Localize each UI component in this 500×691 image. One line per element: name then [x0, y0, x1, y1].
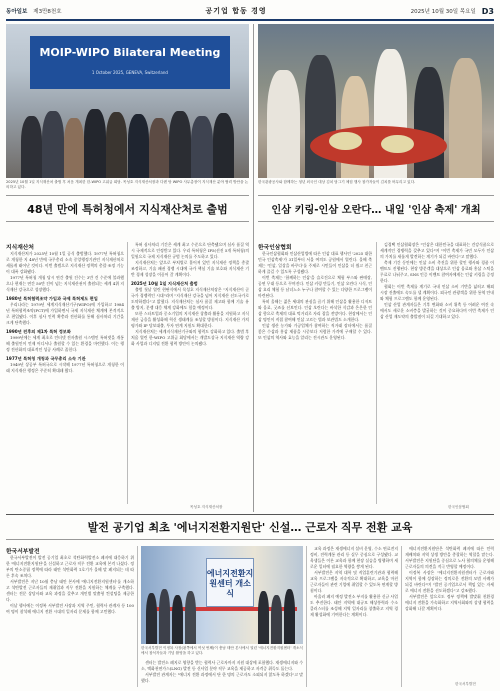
paragraph: 서부발전은 지난 10월 충남 태안 본사에 '에너지전환지원센터'를 개소하고 석탄발전 근로자들의 재취업과 직무 전환을 지원하는 체계를 구축했다. 센터는 전문 상담사와 교육 과정을 갖추고 개인별 맞춤형 컨설팅을 제공한다. [6, 579, 134, 602]
banner-title: MOIP-WIPO Bilateral Meeting [39, 45, 221, 59]
article1-byline: 지식재산처 [6, 245, 34, 251]
column-divider [127, 242, 128, 504]
paragraph: 이번 축제는 '함께하는 인삼'을 슬로건으로 체험 부스와 판매장, 공연 무대 등으로 꾸며진다. 인삼 키링 만들기, 인삼 오란다 시식, 인삼 요리 체험 등 남녀노소 누구나 참여할 수 있는 다양한 프로그램이 마련된다. [258, 275, 372, 298]
meeting-banner [30, 36, 229, 88]
paper-name: 동아일보 [6, 9, 28, 15]
column-divider [306, 546, 307, 687]
article2-column-1 [258, 251, 372, 504]
article2-caption: 한국관광공사와 함께하는 청년 외국인 대상 김치 담그기 체험 행사 참가자들이 김치를 버무리고 있다. [258, 180, 416, 184]
subheading: 1977년 특허청 개청과 국무총리 소속 기관 [6, 356, 86, 361]
banner-subtitle: 1 October 2025, GENEVA, Switzerland [91, 69, 168, 75]
article3-column-3 [310, 546, 398, 687]
paragraph: 서부발전은 지역 대학 및 직업훈련기관과 협력해 교육 프로그램을 지속적으로 확대하고, 교육을 마친 근로자들이 관련 기업에 취업할 수 있도록 연계할 방침이다. [310, 570, 398, 593]
paragraph: 지식재산처는 앞으로 부처별로 흩어져 있던 지식재산 정책을 총괄 조정하고, 기술 패권 경쟁 시대에 국가 핵심 기술 보호와 지식재산 기반 경제 성장을 이끌어 갈 계획이다. [131, 260, 249, 277]
delegates-group [6, 92, 249, 178]
paragraph: 지식재산처는 세계지식재산기구와의 협력도 강화하고 있다. 출범 후 처음 열린 한-WIPO 고위급 회담에서는 개발도상국 지식재산 역량 강화 사업과 디지털 전환 협력 방안이 논의됐다. [131, 329, 249, 346]
paragraph: 우리나라는 1979년 세계지식재산기구(WIPO)에 가입하고 1984년 특허협력조약(PCT)에 가입하면서 국제 지식재산 체계에 본격적으로 편입됐다. 이후 심사 인력 확충과 전산화를 통해 심사처리 기간을 크게 단축했다. [6, 302, 124, 325]
page-number: D3 [481, 6, 494, 16]
article3-column-2 [141, 660, 303, 688]
article2-headline-rule [258, 221, 494, 222]
article2-headline: 인삼 키링-인삼 오란다… 내일 '인삼 축제' 개최 [271, 205, 481, 216]
masthead [6, 4, 494, 18]
article3-byline: 한국서부발전 [6, 549, 40, 555]
section-title: 공기업 합동 경영 [205, 7, 267, 15]
paragraph: 축제 기간 동안에는 인삼 소비 촉진을 위한 할인 행사와 경품 이벤트도 진행된다. 현장 방문객을 대상으로 인삼 음료와 홍삼 스틱을 무료로 나눠주고, SNS 인증 이벤트 참여자에게는 인삼 키링을 증정한다. [380, 260, 494, 283]
issue-date: 2025년 10월 30일 목요일 [410, 9, 476, 15]
article1-top-rule [6, 195, 249, 196]
paragraph: 지식재산처가 2025년 10월 1일 공식 출범했다. 1977년 특허청으로 개청한 지 48년 만에 국무총리 소속 중앙행정기관인 지식재산처로 새롭게 태어난 것이다. 이번 출범으로 지식재산 정책의 총괄·조정 기능이 대폭 강화됐다. [6, 251, 124, 274]
paragraph: 출범 첫날 열린 현판식에서 목성호 지식재산처장은 "지식재산이 곧 국가 경쟁력인 시대"라며 "지식재산 강국을 넘어 지식재산 선도국가로 도약하겠다"고 밝혔다. 지식재산처는 심사 품질 제고와 함께 기술 유출 방지, 분쟁 대응 체계 강화에도 힘쓸 예정이다. [131, 287, 249, 310]
article2-photo [258, 24, 494, 178]
paragraph: 센터는 발전소 폐지로 영향을 받는 협력사 근로자까지 지원 대상에 포함했다. 재생에너지와 수소, 액화천연가스(LNG) 발전 등 신사업 분야 직무 교육을 제공하고 자격증 취득도 돕는다. [141, 660, 303, 671]
column-divider [137, 546, 138, 687]
subheading: 1990년 전후의 제1차 특허 정보화 [6, 329, 71, 334]
masthead-rule [6, 19, 494, 21]
paragraph: 인삼 산업 관계자들은 기후 변화와 소비 위축 등 어려운 여건 속에서도 새로운 소비층을 발굴하는 것이 중요하다며 이번 축제가 인삼 산업 재도약의 출발점이 되길 기대하고 있다. [380, 302, 494, 319]
paragraph: 인삼 생산 농가와 가공업체가 참여하는 직거래 장터에서는 품질 좋은 수삼과 홍삼 제품을 시중보다 저렴한 가격에 구매할 수 있다. 또 인삼의 역사와 효능을 알리는 전시관도 운영된다. [258, 323, 372, 340]
cabbage [381, 135, 414, 153]
article2-top-rule [258, 195, 494, 196]
article3-column-4 [405, 546, 494, 680]
paragraph: 교육 과정은 재생에너지 설비 운영, 수소 연료전지 정비, 전력계통 관리 등 실무 중심으로 구성됐다. 교육생들은 이론 교육과 함께 현장 실습을 병행하며 새로운 일터에 필요한 역량을 쌓게 된다. [310, 546, 398, 569]
paragraph: 특히 올해는 젊은 세대의 관심을 끌기 위해 인삼을 활용한 디저트와 음료, 굿즈를 선보인다. 인삼 오란다는 바삭한 식감과 은은한 인삼 향으로 축제의 대표 먹거리로 자리 잡을 전망이다. 현장에서는 인삼 명인이 직접 참여해 인삼 고르는 법과 보관법도 소개한다. [258, 299, 372, 322]
article2-byline: 한국인삼협회 [258, 245, 292, 251]
center-signboard [206, 558, 255, 607]
paragraph: 한국서부발전이 발전 공기업 최초로 석탄화력발전소 폐지에 대응하기 위한 '에너지전환지원단'을 신설하고 근로자 직무 전환 교육에 본격 나섰다. 정부의 탄소중립 정책에 따라 태안 석탄화력 1호기가 올해 말 폐지되는 데 따른 후속 조치다. [6, 555, 134, 578]
paragraph: 김경택 인삼협회장은 "인삼은 대한민국을 대표하는 건강식품으로 세계적인 경쟁력을 갖추고 있다"며 "이번 축제가 국민 모두가 인삼의 가치를 새롭게 발견하는 계기가 되길 바란다"고 말했다. [380, 242, 494, 259]
article3-headline-rule [6, 539, 494, 540]
article3-column-1 [6, 555, 134, 687]
column-divider [376, 242, 377, 504]
signboard-text: 에너지전환지원센터 개소식 [206, 569, 254, 599]
subheading: 2025년 10월 1일 지식재산처 출범 [131, 281, 198, 286]
article3-headline: 발전 공기업 최초 '에너지전환지원단' 신설… 근로자 직무 전환 교육 [87, 521, 413, 534]
paragraph: 또한 스타트업과 중소기업의 지식재산 창출과 활용을 지원하고 지식재산 금융을 활성화해 혁신 생태계를 조성할 방침이다. 지식재산 가치평가와 IP 담보대출, 투자 연계 지원도 확대한다. [131, 311, 249, 328]
issue-number: 제3만8천호 [33, 9, 62, 15]
cabbage [329, 132, 362, 150]
article2-signoff: 한국인삼협회 [448, 505, 469, 509]
article1-signoff: 목성호 지식재산처장 [190, 505, 223, 509]
subheading: 1980년 특허협력조약 가입과 국제 특허제도 편입 [6, 296, 98, 301]
paragraph: 1977년 특허청 개청 당시 연간 출원 건수는 3만 건 수준에 불과했으나 현재는 연간 50만 건이 넘는 지식재산권이 출원되는 세계 4위 지식재산 강국으로 성장했다. [6, 275, 124, 292]
paragraph: 1999년에는 세계 최초로 인터넷 전자출원 시스템인 특허넷을 개통해 출원인이 언제 어디서나 출원할 수 있는 환경을 마련했다. 이는 행정 전산화의 대표적인 성공 사례로 꼽힌다. [6, 335, 124, 352]
article1-column-2 [131, 242, 249, 502]
article3-top-rule [6, 514, 494, 515]
article1-column-1 [6, 251, 124, 504]
article2-column-2 [380, 242, 494, 502]
paragraph: 협회는 이번 축제를 계기로 국내 인삼 소비 기반을 넓히고 해외 시장 진출에도 속도를 낼 계획이다. 외국인 관광객을 위한 통역 안내와 체험 프로그램도 함께 운영된다. [380, 284, 494, 301]
article3-photo [141, 546, 303, 644]
paragraph: 서부발전 관계자는 "에너지 전환 과정에서 단 한 명의 근로자도 소외되지 않도록 하겠다"고 말했다. [141, 672, 303, 683]
paragraph: 한국인삼협회와 인삼산업법에 따른 인삼 대표 행사인 '2025 대한민국 인삼축제'가 31일부터 서울 여의도 공원에서 열린다. 올해 축제는 '인삼, 일상을 바꾸다'를 주제로 시민들이 인삼을 더 쉽고 친근하게 즐길 수 있도록 구성됐다. [258, 251, 372, 274]
paragraph: 서부발전은 앞으로도 정부 정책에 발맞춰 친환경 에너지 전환을 가속화하고 지역사회와의 상생 협력을 강화해 나갈 계획이다. [405, 594, 494, 611]
section-divider [253, 24, 254, 512]
article1-photo [6, 24, 249, 178]
article3-signoff: 한국서부발전 [455, 682, 476, 686]
column-divider [401, 546, 402, 687]
article1-caption: 2025년 10월 1일 지식재산처 출범 후 처음 개최한 한-WIPO 고위급 회담. 목성호 지식재산처장과 다렌 탕 WIPO 사무총장이 지식재산 분야 협력 방안을 논의하고 있다. [6, 180, 249, 189]
article1-headline: 48년 만에 특허청에서 지식재산처로 출범 [27, 203, 228, 216]
paragraph: 이정복 사장은 "에너지전환지원센터가 근로자와 지역이 함께 성장하는 정의로운 전환의 모범 사례가 되길 바란다"며 "발전 공기업으로서 책임 있는 자세로 에너지 전환을 선도하겠다"고 강조했다. [405, 570, 494, 593]
paragraph: 특허 심사처리 기간은 세계 최고 수준으로 단축됐으며 심사 품질 역시 국제적으로 인정받고 있다. 우리 특허청은 IP5(선진 5개 특허청)의 일원으로 국제 지식재산 규범 논의를 주도하고 있다. [131, 242, 249, 259]
paragraph: 이날 행사에는 이정복 서부발전 사장과 지역 주민, 협력사 관계자 등 100여 명이 참석해 에너지 전환 시대의 일자리 문제를 함께 고민했다. [6, 603, 134, 614]
article1-headline-rule [6, 221, 249, 222]
paragraph: 아울러 폐지 예정 발전소 부지를 활용한 신규 사업도 추진한다. 태안 지역에 대규모 해상풍력과 수소 클러스터를 조성해 지역 일자리를 창출하고 지역 경제 활성화에 기여한다는 계획이다. [310, 594, 398, 617]
paragraph: 에너지전환지원단은 석탄화력 폐지에 따른 인력 재배치와 지역 상생 방안을 총괄하는 역할을 맡는다. 서부발전은 지원단을 중심으로 노사 협의체를 운영해 근로자들의 의견을 적극 반영할 예정이다. [405, 546, 494, 569]
paragraph: 1949년 상공부 특허국으로 시작해 1977년 특허청으로 개청한 이래 지식재산 행정은 꾸준히 확대돼 왔다. [6, 362, 124, 373]
article3-caption: 한국서부발전 이정복 사장(왼쪽에서 여섯 번째)이 충남 태안 본사에서 열린 '에너지전환지원센터' 개소식에서 참석자들과 기념 촬영을 하고 있다. [141, 646, 304, 655]
